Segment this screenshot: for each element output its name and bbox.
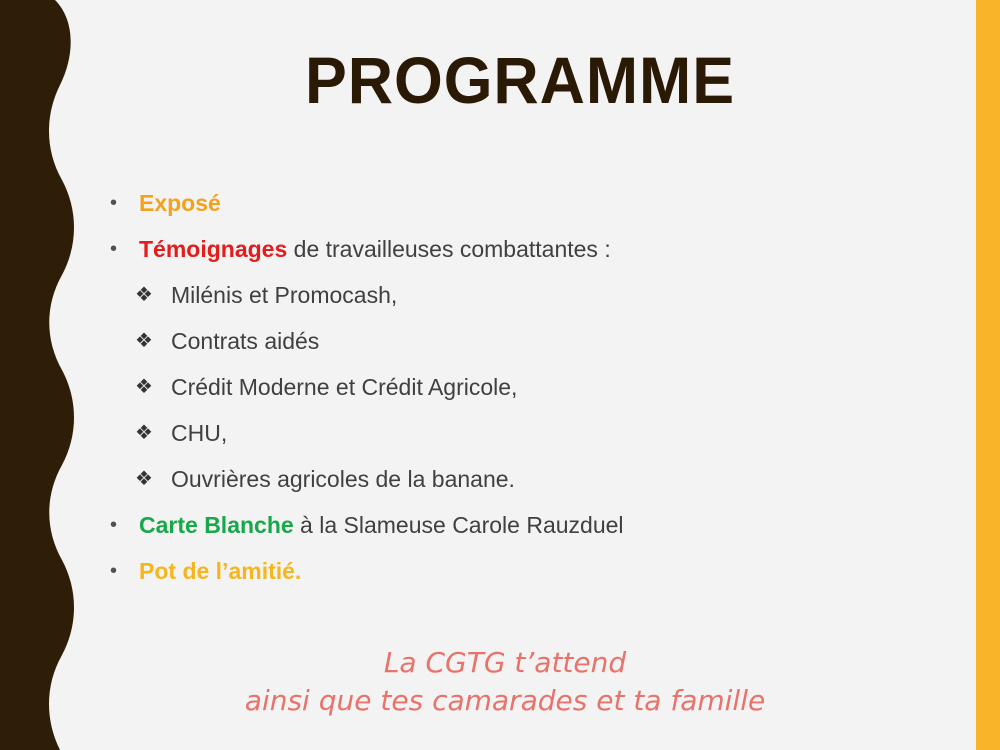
sub-bullet-item	[110, 272, 950, 318]
bullet-text: à la Slameuse Carole Rauzduel	[293, 512, 624, 538]
diamond-bullet-icon: ❖	[135, 376, 153, 398]
bullet-dot-icon: •	[110, 192, 118, 214]
footer-line-2: ainsi que tes camarades et ta famille	[244, 684, 766, 717]
bullet-item-temoignages	[110, 226, 950, 272]
diamond-bullet-icon: ❖	[135, 330, 153, 352]
highlight-text: Témoignages	[139, 236, 288, 262]
sub-bullet-text: CHU,	[171, 420, 228, 446]
bullet-dot-icon: •	[110, 560, 118, 582]
sub-bullet-item	[110, 456, 950, 502]
bullet-dot-icon: •	[110, 238, 118, 260]
slide-title: PROGRAMME	[304, 43, 736, 117]
bullet-dot-icon: •	[110, 514, 118, 536]
diamond-bullet-icon: ❖	[135, 284, 153, 306]
sub-bullet-item	[110, 410, 950, 456]
highlight-text: Exposé	[139, 190, 221, 216]
footer-message	[0, 644, 1000, 720]
sub-bullet-item	[110, 364, 950, 410]
sub-bullet-item	[110, 318, 950, 364]
sub-bullet-text: Ouvrières agricoles de la banane.	[171, 466, 515, 492]
bullet-text: de travailleuses combattantes :	[287, 236, 611, 262]
bullet-list	[110, 180, 950, 594]
bullet-item-expose	[110, 180, 950, 226]
sub-bullet-text: Crédit Moderne et Crédit Agricole,	[171, 374, 518, 400]
footer-line-1: La CGTG t’attend	[383, 646, 627, 679]
bullet-item-pot-amitie	[110, 548, 950, 594]
sub-bullet-text: Milénis et Promocash,	[171, 282, 398, 308]
diamond-bullet-icon: ❖	[135, 422, 153, 444]
bullet-item-carte-blanche	[110, 502, 950, 548]
sub-bullet-text: Contrats aidés	[171, 328, 320, 354]
diamond-bullet-icon: ❖	[135, 468, 153, 490]
highlight-text: Pot de l’amitié.	[139, 558, 302, 584]
highlight-text: Carte Blanche	[139, 512, 294, 538]
